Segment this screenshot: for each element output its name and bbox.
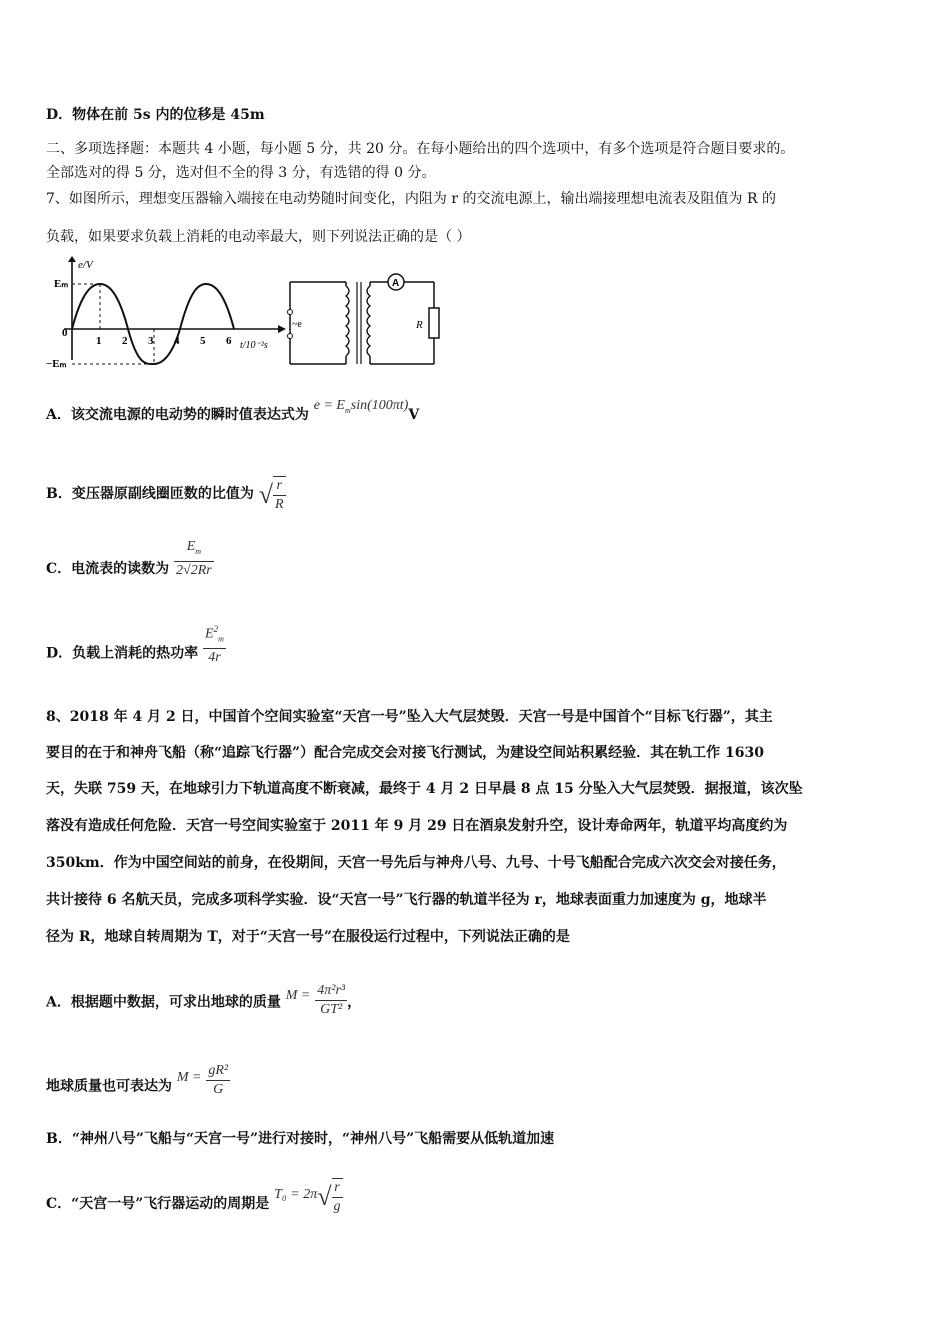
y-axis-arrow [68, 256, 76, 262]
question-8-stem-7: 径为 R，地球自转周期为 T，对于“天宫一号”在服役运行过程中，下列说法正确的是 [46, 929, 570, 945]
x-tick-2: 2 [122, 335, 128, 347]
secondary-coil [367, 286, 370, 356]
origin-label: 0 [62, 327, 68, 339]
x-tick-6: 6 [226, 335, 232, 347]
option-d-formula: $\frac{E^2_m}{4r}$ [203, 620, 226, 667]
neg-em-label: −Eₘ [46, 358, 67, 370]
option-a-lhs: M = [285, 987, 311, 1003]
option-a2-lhs: M = [176, 1069, 202, 1085]
source-terminal-bottom [288, 334, 293, 339]
question-8-stem-3: 天，失联 759 天，在地球引力下轨道高度不断衰减，最终于 4 月 2 日早晨 8 点 15 分坠入大气层焚毁．据报道，该次坠 [46, 781, 803, 797]
question-7-figure [46, 256, 446, 374]
option-a-alt-mass-formula: $\frac{\text{gR²}}{G}$ [208, 1063, 229, 1097]
question-7-stem: 7、如图所示，理想变压器输入端接在电动势随时间变化，内阻为 r 的交流电源上，输出端接理想电流表及阻值为 R 的 [46, 191, 776, 207]
question-8-option-c[interactable]: C．“天宫一号”飞行器运动的周期是 T₀ = 2π√ $\frac{r}{g}$ [46, 1180, 341, 1214]
x-axis-label: t/10⁻²s [240, 340, 268, 351]
source-terminal-top [288, 310, 293, 315]
x-tick-5: 5 [200, 335, 206, 347]
y-axis-label: e/V [78, 259, 93, 271]
option-c-lhs: T₀ = 2π [274, 1187, 318, 1203]
prev-option-d: D．物体在前 5s 内的位移是 45m [46, 107, 265, 123]
question-8-stem-5: 350km．作为中国空间站的前身，在役期间，天宫一号先后与神舟八号、九号、十号飞船配合完成六次交会对接任务， [46, 855, 786, 871]
question-7-option-c[interactable]: C．电流表的读数为 $\frac{E_m}{2√2Rr}$ [46, 539, 212, 578]
option-b-formula: √ $\frac{r}{R}$ [258, 478, 284, 512]
x-tick-3: 3 [148, 335, 154, 347]
question-8-stem-4: 落没有造成任何危险．天宫一号空间实验室于 2011 年 9 月 29 日在酒泉发射升空，设计寿命两年，轨道平均高度约为 [46, 818, 788, 834]
section-heading-cont: 全部选对的得 5 分，选对但不全的得 3 分，有选错的得 0 分。 [46, 165, 436, 181]
section-heading: 二、多项选择题：本题共 4 小题，每小题 5 分，共 20 分。在每小题给出的四个选项中，有多个选项是符合题目要求的。 [46, 141, 795, 157]
resistor [429, 308, 439, 338]
question-7-option-d[interactable]: D．负载上消耗的热功率 $\frac{E^2_m}{4r}$ [46, 630, 226, 677]
x-tick-1: 1 [96, 335, 102, 347]
resistor-label: R [416, 319, 423, 331]
question-8-option-b[interactable]: B．“神州八号”飞船与“天宫一号”进行对接时，“神州八号”飞船需要从低轨道加速 [46, 1131, 555, 1147]
question-8-stem-6: 共计接待 6 名航天员，完成多项科学实验．设“天宫一号”飞行器的轨道半径为 r，地球表面重力加速度为 g，地球半 [46, 892, 767, 908]
option-a-mass-formula: $\frac{\text{4π²r³}}{\text{GT²}}$ [317, 983, 346, 1017]
question-8-option-a[interactable]: A．根据题中数据，可求出地球的质量 M = $\frac{\text{4π²r³}}{\text{GT²}}$ ， [46, 983, 362, 1017]
sine-curve [72, 284, 234, 364]
question-8-stem-2: 要目的在于和神舟飞船（称“追踪飞行器”）配合完成交会对接飞行测试，为建设空间站积累经验．其在轨工作 1630 [46, 745, 764, 761]
ammeter-label: A [392, 278, 400, 289]
question-8-stem-1: 8、2018 年 4 月 2 日，中国首个空间实验室“天宫一号”坠入大气层焚毁．天宫一号是中国首个“目标飞行器”，其主 [46, 709, 773, 725]
question-7-option-a[interactable]: A．该交流电源的电动势的瞬时值表达式为 $e = E_m\sin(100\pi t)V$ [46, 398, 420, 423]
option-c-formula: $\frac{E_m}{2√2Rr}$ [176, 539, 212, 578]
option-c-period-formula: √ $\frac{r}{g}$ [317, 1180, 341, 1214]
option-a-formula: $e = E_m\sin(100\pi t)$ [313, 398, 409, 415]
question-8-option-a-cont: 地球质量也可表达为 M = $\frac{\text{gR²}}{G}$ [46, 1063, 229, 1097]
question-7-option-b[interactable]: B．变压器原副线圈匝数的比值为 √ $\frac{r}{R}$ [46, 478, 284, 512]
x-axis-arrow [278, 325, 286, 333]
question-7-stem-cont: 负载，如果要求负载上消耗的电动率最大，则下列说法正确的是（ ） [46, 229, 471, 245]
x-tick-4: 4 [174, 335, 180, 347]
em-label: Eₘ [54, 278, 69, 290]
source-label: ~e [292, 319, 302, 330]
primary-coil [346, 286, 349, 356]
